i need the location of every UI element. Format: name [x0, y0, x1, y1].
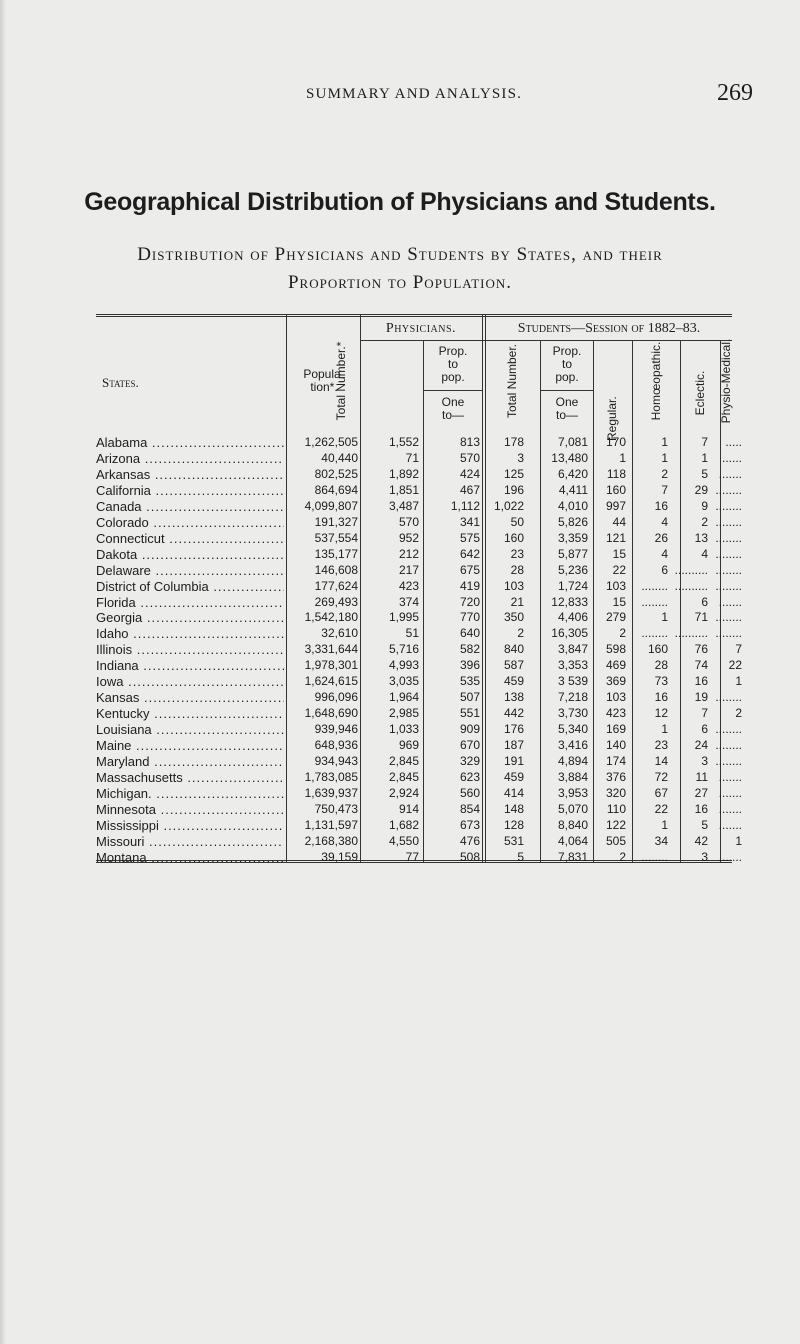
- row-state: Connecticut .....: [96, 531, 284, 546]
- row-homoeo: 160: [647, 642, 668, 657]
- row-physio: .....: [725, 435, 742, 449]
- row-homoeo: ........: [641, 849, 668, 864]
- row-eclectic: 71: [694, 610, 708, 625]
- row-regular: 103: [605, 690, 626, 705]
- row-homoeo: 22: [654, 801, 668, 816]
- row-population: 1,624,615: [304, 674, 358, 689]
- row-regular: 320: [605, 785, 626, 800]
- row-stud-prop: 4,411: [558, 482, 588, 497]
- row-eclectic: ..........: [674, 626, 708, 641]
- row-phys-total: 51: [405, 626, 419, 641]
- table-top-rule-double: [96, 316, 732, 317]
- row-homoeo: 16: [654, 690, 668, 705]
- row-stud-prop: 7,081: [557, 435, 588, 449]
- row-phys-prop: 329: [459, 754, 480, 768]
- row-eclectic: 19: [694, 690, 708, 705]
- row-eclectic: 16: [694, 674, 708, 689]
- row-phys-total: 3,035: [388, 674, 419, 689]
- row-phys-total: 5,716: [388, 642, 419, 657]
- row-stud-total: 459: [503, 769, 524, 784]
- row-phys-total: 3,487: [388, 498, 419, 513]
- row-stud-prop: 4,064: [557, 833, 588, 848]
- row-eclectic: 11: [695, 769, 708, 784]
- row-population: 1,639,937: [304, 785, 358, 800]
- row-state: Massachusetts .....: [96, 770, 284, 785]
- row-regular: 140: [605, 738, 626, 753]
- row-state: California .....: [96, 483, 284, 498]
- row-phys-prop: 720: [459, 594, 480, 609]
- row-state: Dakota .....: [96, 547, 284, 562]
- row-stud-total: 1,022: [493, 498, 524, 513]
- row-state: Alabama .....: [96, 435, 284, 450]
- row-phys-total: 4,993: [388, 658, 419, 673]
- row-stud-prop: 13,480: [551, 450, 588, 465]
- table-subtitle-line2: Proportion to Population.: [287, 272, 513, 293]
- row-regular: 160: [605, 482, 626, 497]
- row-phys-prop: 813: [459, 435, 480, 449]
- row-state: Maryland .....: [96, 754, 284, 769]
- row-homoeo: 12: [654, 706, 668, 721]
- row-stud-total: 128: [503, 817, 524, 832]
- row-phys-total: 1,552: [388, 435, 419, 449]
- row-physio: ........: [715, 578, 742, 593]
- row-phys-total: 1,682: [388, 817, 419, 832]
- header-students: Students—Session of 1882–83.: [517, 321, 701, 336]
- row-population: 939,946: [314, 722, 358, 737]
- row-regular: 121: [605, 530, 626, 545]
- row-stud-total: 28: [510, 562, 524, 577]
- row-regular: 15: [612, 546, 626, 561]
- row-state: Illinois .....: [96, 642, 284, 657]
- row-state: Florida .....: [96, 595, 284, 610]
- row-physio: .......: [718, 817, 742, 832]
- row-physio: ........: [715, 738, 742, 753]
- row-state: District of Columbia .....: [96, 579, 284, 594]
- row-physio: 1: [735, 674, 742, 689]
- row-stud-total: 350: [503, 610, 524, 625]
- header-stud-total: Total Number.: [505, 343, 519, 419]
- row-eclectic: 27: [694, 785, 708, 800]
- row-stud-total: 50: [510, 514, 524, 529]
- row-phys-total: 374: [398, 594, 419, 609]
- row-state: Kansas .....: [96, 690, 284, 705]
- row-state: Idaho .....: [96, 626, 284, 641]
- row-regular: 469: [605, 658, 626, 673]
- row-homoeo: 7: [661, 482, 668, 497]
- header-regular: Regular.: [605, 396, 619, 441]
- header-phys-total: Total Number.*: [334, 341, 348, 421]
- header-population: Popula- tion*.: [303, 367, 345, 394]
- row-physio: ........: [715, 690, 742, 705]
- row-homoeo: 23: [654, 738, 668, 753]
- row-population: 146,608: [314, 562, 358, 577]
- row-state: Arkansas .....: [96, 467, 284, 482]
- row-phys-total: 570: [398, 514, 419, 529]
- row-eclectic: 4: [701, 546, 708, 561]
- row-physio: ........: [715, 546, 742, 561]
- row-phys-total: 212: [398, 546, 419, 561]
- row-stud-prop: 3,416: [557, 738, 588, 753]
- row-regular: 376: [605, 769, 626, 784]
- row-regular: 44: [612, 514, 626, 529]
- row-phys-total: 952: [398, 530, 419, 545]
- row-state: Kentucky .....: [96, 706, 284, 721]
- row-regular: 174: [605, 754, 626, 768]
- row-homoeo: 73: [654, 674, 668, 689]
- row-stud-total: 21: [510, 594, 524, 609]
- row-phys-total: 1,964: [388, 690, 419, 705]
- row-stud-prop: 5,070: [557, 801, 588, 816]
- row-population: 1,783,085: [304, 769, 358, 784]
- row-population: 537,554: [314, 530, 358, 545]
- row-phys-total: 4,550: [388, 833, 419, 848]
- row-stud-prop: 3,730: [557, 706, 588, 721]
- row-phys-prop: 508: [459, 849, 480, 864]
- row-phys-total: 2,924: [388, 785, 419, 800]
- row-stud-prop: 5,236: [557, 562, 588, 577]
- row-physio: ........: [715, 626, 742, 641]
- row-eclectic: 6: [701, 722, 708, 737]
- row-population: 1,131,597: [304, 817, 358, 832]
- row-homoeo: 2: [661, 466, 668, 481]
- row-population: 1,978,301: [304, 658, 358, 673]
- row-eclectic: 42: [694, 833, 708, 848]
- row-stud-total: 103: [503, 578, 524, 593]
- row-phys-total: 2,845: [388, 754, 419, 768]
- row-stud-total: 2: [517, 626, 524, 641]
- stud-prop-rule: [540, 390, 593, 391]
- row-population: 135,177: [314, 546, 358, 561]
- row-regular: 505: [605, 833, 626, 848]
- row-eclectic: 5: [701, 466, 708, 481]
- row-stud-total: 587: [503, 658, 524, 673]
- row-eclectic: 3: [701, 849, 708, 864]
- row-phys-prop: 854: [459, 801, 480, 816]
- row-phys-prop: 642: [459, 546, 480, 561]
- row-state: Canada .....: [96, 499, 284, 514]
- row-stud-total: 5: [517, 849, 524, 864]
- row-state: Delaware .....: [96, 563, 284, 578]
- row-physio: ........: [715, 754, 742, 768]
- row-state: Georgia .....: [96, 610, 284, 625]
- row-state: Minnesota .....: [96, 802, 284, 817]
- row-population: 996,096: [314, 690, 358, 705]
- row-physio: 1: [735, 833, 742, 848]
- row-stud-total: 187: [503, 738, 524, 753]
- row-homoeo: 1: [661, 610, 668, 625]
- row-physio: .......: [718, 785, 742, 800]
- header-stud-prop: Prop. to pop.: [552, 344, 582, 384]
- row-population: 1,542,180: [304, 610, 358, 625]
- table-row: [0, 850, 800, 870]
- row-state: Arizona .....: [96, 451, 284, 466]
- row-state: Montana .....: [96, 850, 284, 865]
- row-phys-prop: 770: [459, 610, 480, 625]
- row-state: Colorado .....: [96, 515, 284, 530]
- row-physio: ........: [715, 514, 742, 529]
- row-regular: 22: [612, 562, 626, 577]
- row-population: 934,943: [314, 754, 358, 768]
- row-homoeo: ........: [641, 594, 668, 609]
- row-homoeo: 6: [661, 562, 668, 577]
- row-population: 802,525: [314, 466, 358, 481]
- row-physio: ........: [715, 530, 742, 545]
- row-phys-total: 914: [398, 801, 419, 816]
- row-regular: 2: [619, 849, 626, 864]
- row-population: 750,473: [314, 801, 358, 816]
- row-eclectic: 1: [701, 450, 708, 465]
- row-stud-total: 414: [503, 785, 524, 800]
- row-regular: 15: [612, 594, 626, 609]
- row-population: 32,610: [321, 626, 358, 641]
- header-homoeopathic: Homœopathic.: [649, 341, 663, 421]
- row-regular: 118: [606, 466, 626, 481]
- row-phys-total: 2,985: [388, 706, 419, 721]
- row-eclectic: 29: [694, 482, 708, 497]
- row-phys-total: 77: [405, 849, 419, 864]
- row-stud-prop: 3,353: [557, 658, 588, 673]
- row-phys-prop: 1,112: [450, 498, 480, 513]
- row-phys-total: 1,851: [388, 482, 419, 497]
- row-homoeo: 1: [661, 817, 668, 832]
- row-stud-total: 442: [503, 706, 524, 721]
- row-homoeo: ........: [641, 626, 668, 641]
- row-regular: 279: [605, 610, 626, 625]
- row-phys-prop: 909: [459, 722, 480, 737]
- row-stud-prop: 3,847: [557, 642, 588, 657]
- row-stud-prop: 3,884: [557, 769, 588, 784]
- row-eclectic: 24: [694, 738, 708, 753]
- row-eclectic: ..........: [674, 562, 708, 577]
- row-regular: 997: [605, 498, 626, 513]
- row-homoeo: 1: [661, 450, 668, 465]
- row-phys-prop: 670: [459, 738, 480, 753]
- row-phys-prop: 424: [459, 466, 480, 481]
- row-eclectic: 5: [701, 817, 708, 832]
- header-eclectic: Eclectic.: [693, 370, 707, 416]
- table-subtitle-line1: Distribution of Physicians and Students by States, and their: [137, 244, 663, 265]
- row-stud-prop: 3,359: [557, 530, 588, 545]
- row-eclectic: 74: [694, 658, 708, 673]
- row-stud-total: 125: [503, 466, 524, 481]
- row-homoeo: 14: [654, 754, 668, 768]
- row-physio: ........: [715, 562, 742, 577]
- row-stud-prop: 7,831: [557, 849, 588, 864]
- header-stud-one-to: One to—: [555, 395, 579, 422]
- row-population: 1,648,690: [304, 706, 358, 721]
- row-physio: .......: [718, 769, 742, 784]
- row-phys-prop: 467: [459, 482, 480, 497]
- running-head: [0, 82, 800, 112]
- row-phys-prop: 419: [459, 578, 480, 593]
- row-stud-total: 840: [503, 642, 524, 657]
- row-phys-prop: 551: [459, 706, 480, 721]
- row-regular: 169: [605, 722, 626, 737]
- row-stud-prop: 12,833: [551, 594, 588, 609]
- row-stud-total: 531: [503, 833, 524, 848]
- row-physio: 7: [735, 642, 742, 657]
- row-eclectic: 6: [701, 594, 708, 609]
- group-header-rule: [360, 340, 732, 341]
- row-physio: ........: [715, 498, 742, 513]
- row-population: 1,262,505: [304, 435, 358, 449]
- row-phys-total: 969: [398, 738, 419, 753]
- row-regular: 103: [605, 578, 626, 593]
- row-phys-prop: 582: [459, 642, 480, 657]
- row-stud-total: 196: [503, 482, 524, 497]
- row-phys-total: 1,033: [388, 722, 419, 737]
- row-population: 648,936: [314, 738, 358, 753]
- row-regular: 369: [605, 674, 626, 689]
- header-physicians: Physicians.: [385, 321, 457, 336]
- row-state: Maine .....: [96, 738, 284, 753]
- row-stud-prop: 4,406: [557, 610, 588, 625]
- header-phys-prop: Prop. to pop.: [438, 344, 468, 384]
- row-homoeo: 16: [654, 498, 668, 513]
- row-population: 269,493: [314, 594, 358, 609]
- row-eclectic: 7: [701, 435, 708, 449]
- row-homoeo: 4: [661, 514, 668, 529]
- row-stud-total: 3: [517, 450, 524, 465]
- page-number: 269: [717, 80, 753, 106]
- row-homoeo: 34: [654, 833, 668, 848]
- row-stud-prop: 4,010: [557, 498, 588, 513]
- row-homoeo: 26: [654, 530, 668, 545]
- page-title: Geographical Distribution of Physicians and Students.: [84, 188, 716, 216]
- row-stud-prop: 3,953: [557, 785, 588, 800]
- row-stud-prop: 8,840: [557, 817, 588, 832]
- row-homoeo: ........: [641, 578, 668, 593]
- row-stud-total: 160: [503, 530, 524, 545]
- row-stud-total: 178: [503, 435, 524, 449]
- row-phys-prop: 535: [459, 674, 480, 689]
- row-population: 3,331,644: [304, 642, 358, 657]
- row-eclectic: 3: [701, 754, 708, 768]
- row-phys-prop: 673: [459, 817, 480, 832]
- row-population: 864,694: [314, 482, 358, 497]
- row-state: Louisiana .....: [96, 722, 284, 737]
- row-phys-prop: 675: [459, 562, 480, 577]
- row-stud-prop: 3 539: [557, 674, 588, 689]
- row-stud-total: 191: [503, 754, 524, 768]
- row-phys-total: 71: [405, 450, 419, 465]
- row-phys-prop: 570: [459, 450, 480, 465]
- row-population: 177,624: [314, 578, 358, 593]
- row-eclectic: ..........: [674, 578, 708, 593]
- row-phys-prop: 640: [459, 626, 480, 641]
- row-physio: ........: [715, 482, 742, 497]
- row-stud-prop: 5,826: [557, 514, 588, 529]
- row-phys-prop: 575: [459, 530, 480, 545]
- row-stud-total: 176: [503, 722, 524, 737]
- row-population: 191,327: [314, 514, 358, 529]
- row-physio: .......: [718, 594, 742, 609]
- row-physio: .......: [718, 466, 742, 481]
- row-regular: 423: [605, 706, 626, 721]
- row-phys-total: 217: [398, 562, 419, 577]
- row-stud-total: 138: [503, 690, 524, 705]
- row-eclectic: 76: [694, 642, 708, 657]
- header-physio-medical: Physio-Medical.: [719, 338, 733, 424]
- header-phys-one-to: One to—: [441, 395, 465, 422]
- row-phys-prop: 623: [459, 769, 480, 784]
- row-phys-total: 1,892: [388, 466, 419, 481]
- row-phys-prop: 560: [459, 785, 480, 800]
- row-population: 2,168,380: [304, 833, 358, 848]
- row-physio: .......: [718, 849, 742, 864]
- row-physio: ........: [715, 722, 742, 737]
- phys-prop-rule: [423, 390, 483, 391]
- row-state: Indiana .....: [96, 658, 284, 673]
- row-state: Missouri .....: [96, 834, 284, 849]
- row-eclectic: 13: [694, 530, 708, 545]
- row-phys-total: 2,845: [388, 769, 419, 784]
- running-head-title: SUMMARY AND ANALYSIS.: [306, 86, 523, 102]
- row-phys-total: 1,995: [388, 610, 419, 625]
- row-regular: 170: [605, 435, 626, 449]
- row-physio: ......: [721, 450, 742, 465]
- header-states: States.: [102, 375, 139, 390]
- table-top-rule: [96, 314, 732, 315]
- row-population: 4,099,807: [304, 498, 358, 513]
- row-stud-prop: 1,724: [557, 578, 588, 593]
- row-homoeo: 67: [654, 785, 668, 800]
- row-stud-total: 459: [503, 674, 524, 689]
- row-stud-prop: 7,218: [557, 690, 588, 705]
- row-population: 40,440: [321, 450, 358, 465]
- row-regular: 122: [605, 817, 626, 832]
- row-population: 39,159: [321, 849, 358, 864]
- row-eclectic: 9: [701, 498, 708, 513]
- row-stud-total: 148: [503, 801, 524, 816]
- row-stud-total: 23: [510, 546, 524, 561]
- row-state: Mississippi .....: [96, 818, 284, 833]
- row-regular: 1: [619, 450, 626, 465]
- row-state: Iowa .....: [96, 674, 284, 689]
- row-stud-prop: 4,894: [557, 754, 588, 768]
- row-eclectic: 7: [701, 706, 708, 721]
- row-regular: 2: [619, 626, 626, 641]
- row-phys-prop: 396: [459, 658, 480, 673]
- row-phys-prop: 507: [459, 690, 480, 705]
- row-eclectic: 2: [701, 514, 708, 529]
- row-state: Michigan. .....: [96, 786, 284, 801]
- row-regular: 110: [606, 801, 626, 816]
- row-stud-prop: 5,877: [557, 546, 588, 561]
- row-eclectic: 16: [694, 801, 708, 816]
- row-regular: 598: [605, 642, 626, 657]
- row-homoeo: 28: [654, 658, 668, 673]
- row-homoeo: 1: [661, 722, 668, 737]
- row-physio: .......: [718, 801, 742, 816]
- row-homoeo: 4: [661, 546, 668, 561]
- row-physio: ........: [715, 610, 742, 625]
- row-stud-prop: 6,420: [557, 466, 588, 481]
- row-stud-prop: 16,305: [551, 626, 588, 641]
- row-physio: 22: [728, 658, 742, 673]
- row-phys-prop: 476: [459, 833, 480, 848]
- row-phys-prop: 341: [459, 514, 480, 529]
- row-phys-total: 423: [398, 578, 419, 593]
- row-stud-prop: 5,340: [557, 722, 588, 737]
- row-homoeo: 72: [654, 769, 668, 784]
- row-physio: 2: [735, 706, 742, 721]
- row-homoeo: 1: [661, 435, 668, 449]
